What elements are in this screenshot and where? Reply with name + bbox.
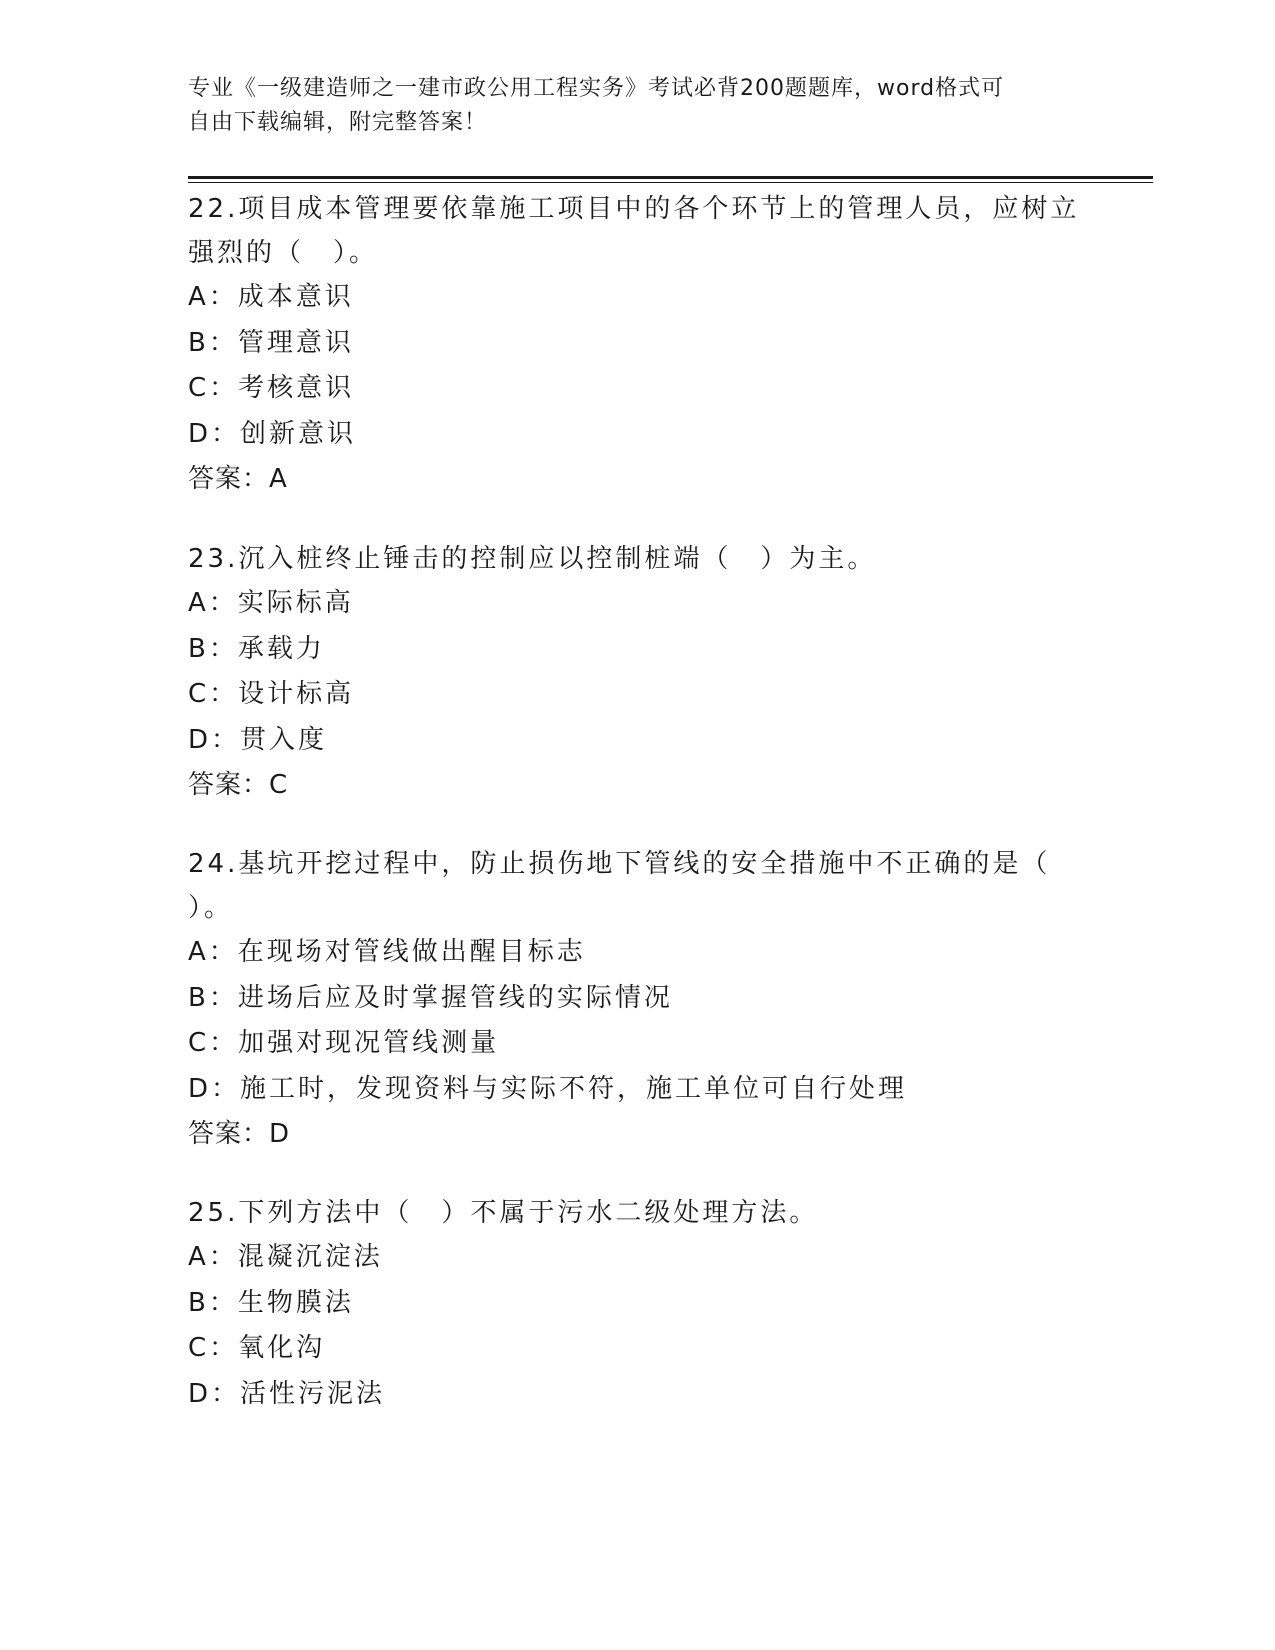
option-b: B：承载力 (188, 633, 325, 664)
question-stem-line-2: ）。 (188, 893, 234, 923)
option-d: D：施工时，发现资料与实际不符，施工单位可自行处理 (188, 1073, 908, 1104)
answer-label: 答案： (188, 770, 270, 800)
option-a: A：实际标高 (188, 588, 354, 618)
answer-label: 答案： (188, 1119, 270, 1149)
option-d: D：贯入度 (188, 724, 328, 755)
option-b: B：进场后应及时掌握管线的实际情况 (188, 982, 673, 1013)
answer-value: D (269, 1119, 291, 1149)
question-stem-line-1: 22.项目成本管理要依靠施工项目中的各个环节上的管理人员，应树立 (188, 194, 1080, 224)
option-b: B：生物膜法 (188, 1287, 354, 1318)
option-a: A：混凝沉淀法 (188, 1242, 383, 1272)
answer-label: 答案： (188, 464, 270, 494)
option-c: C：设计标高 (188, 679, 355, 709)
document-header (188, 72, 1088, 140)
question-25 (188, 1191, 1088, 1417)
question-22 (188, 187, 1088, 501)
option-d: D：创新意识 (188, 418, 357, 449)
header-line-2: 自由下载编辑，附完整答案！ (188, 110, 488, 135)
question-stem-line-2: 强烈的（ ）。 (188, 238, 379, 268)
header-divider-thick (188, 176, 1153, 179)
option-a: A：成本意识 (188, 282, 354, 312)
answer-line (188, 1112, 1088, 1156)
option-d: D：活性污泥法 (188, 1378, 386, 1409)
question-stem-line-1: 25.下列方法中（ ）不属于污水二级处理方法。 (188, 1198, 819, 1228)
option-c: C：加强对现况管线测量 (188, 1028, 500, 1058)
question-stem-line-1: 24.基坑开挖过程中，防止损伤地下管线的安全措施中不正确的是（ (188, 849, 1051, 879)
answer-value: A (269, 464, 288, 494)
answer-line (188, 457, 1088, 501)
option-a: A：在现场对管线做出醒目标志 (188, 937, 586, 967)
answer-value: C (269, 770, 289, 800)
answer-line (188, 763, 1088, 807)
question-24 (188, 842, 1088, 1156)
header-divider-thin (188, 182, 1153, 183)
question-23 (188, 537, 1088, 807)
option-b: B：管理意识 (188, 327, 354, 358)
question-stem-line-1: 23.沉入桩终止锤击的控制应以控制桩端（ ）为主。 (188, 544, 877, 574)
option-c: C：氧化沟 (188, 1333, 326, 1363)
option-c: C：考核意识 (188, 373, 355, 403)
header-line-1: 专业《一级建造师之一建市政公用工程实务》考试必背200题题库，word格式可 (188, 76, 1005, 101)
